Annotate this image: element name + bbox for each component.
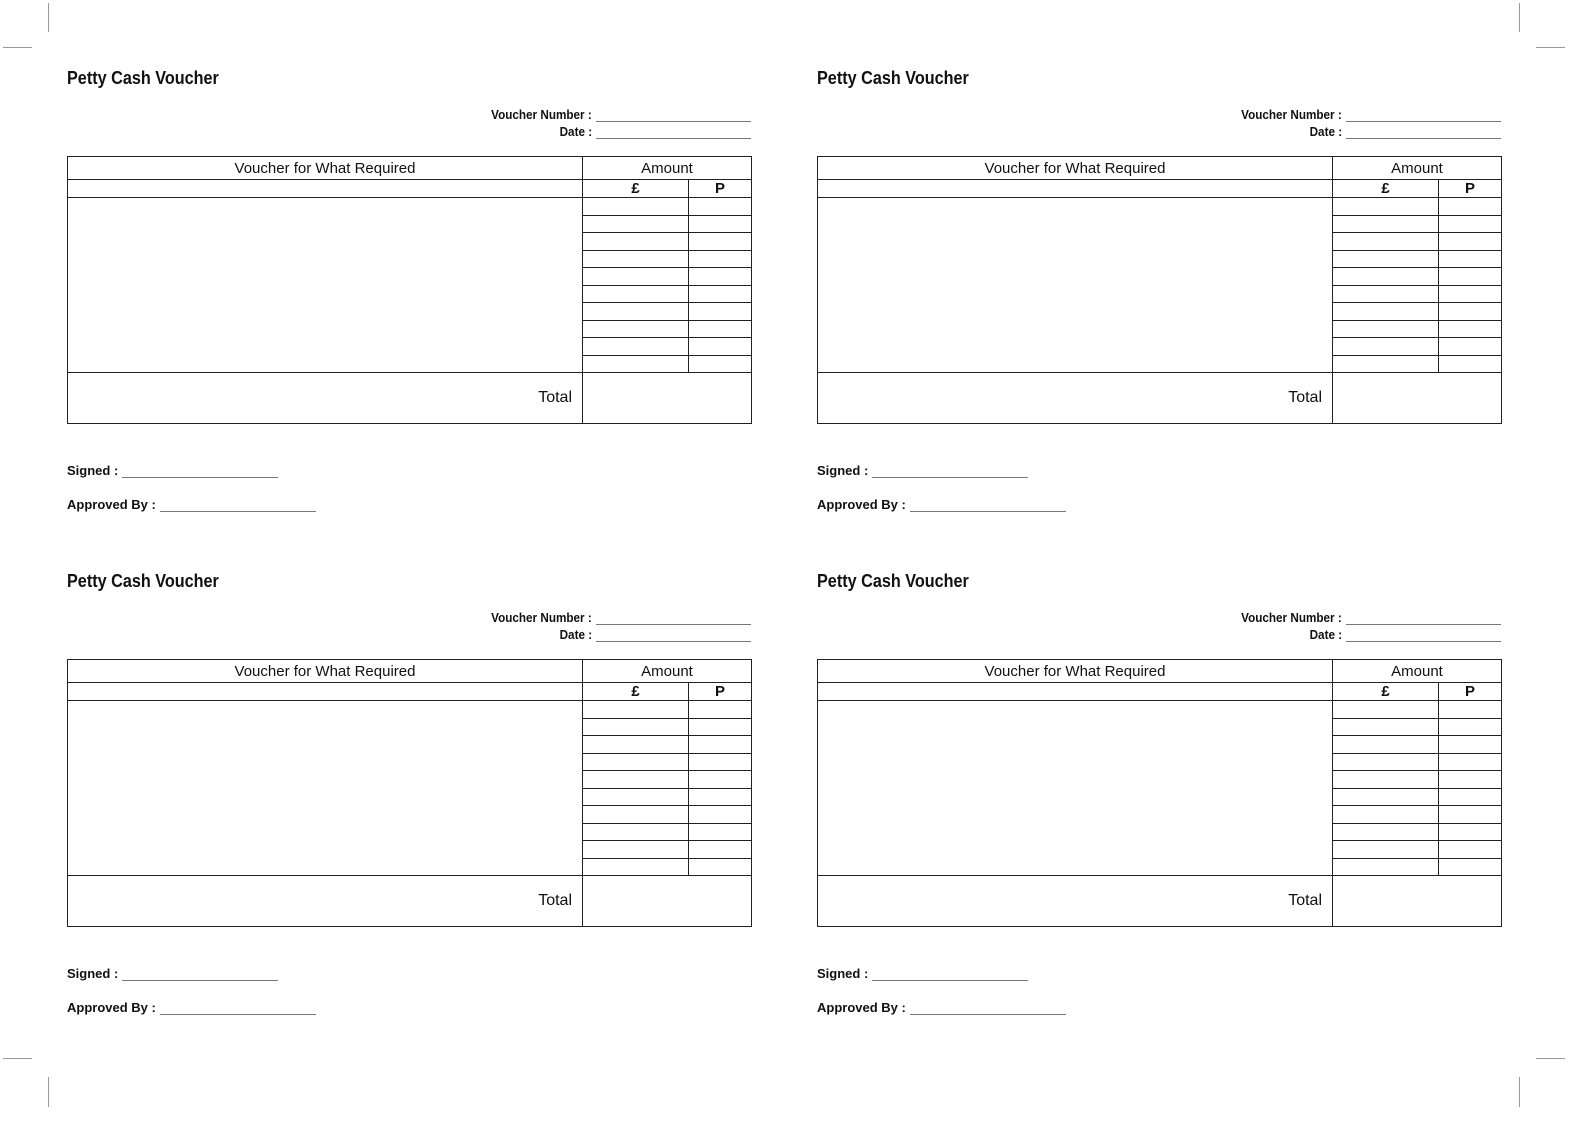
voucher-number-input[interactable]: [1346, 612, 1501, 625]
crop-mark: [3, 1058, 32, 1059]
voucher-number-field[interactable]: [1230, 610, 1501, 625]
pence-cell[interactable]: [1439, 250, 1502, 268]
date-input[interactable]: [596, 126, 751, 139]
crop-mark: [1519, 3, 1520, 32]
pence-header: P: [1439, 683, 1502, 701]
voucher-title: Petty Cash Voucher: [817, 68, 969, 88]
pence-cell[interactable]: [1439, 338, 1502, 356]
total-label: Total: [818, 876, 1333, 927]
amount-header: Amount: [1333, 157, 1502, 180]
total-cell[interactable]: [583, 373, 752, 424]
pence-cell[interactable]: [689, 736, 752, 754]
date-input[interactable]: [1346, 126, 1501, 139]
crop-mark: [48, 3, 49, 32]
signed-field[interactable]: [817, 966, 1028, 981]
blank-subheader: [68, 683, 583, 701]
pounds-cell[interactable]: [1333, 320, 1439, 338]
signed-input[interactable]: [122, 465, 278, 478]
pounds-cell[interactable]: [1333, 233, 1439, 251]
signed-input[interactable]: [872, 465, 1028, 478]
pounds-header: £: [1333, 180, 1439, 198]
description-cell[interactable]: [68, 198, 583, 373]
date-label: Date :: [1309, 627, 1342, 642]
pence-header: P: [689, 180, 752, 198]
crop-mark: [1536, 47, 1565, 48]
voucher-title: Petty Cash Voucher: [817, 571, 969, 591]
voucher-number-input[interactable]: [1346, 109, 1501, 122]
pence-cell[interactable]: [1439, 771, 1502, 789]
voucher-number-field[interactable]: [480, 107, 751, 122]
item-row[interactable]: [68, 701, 752, 719]
approved-by-field[interactable]: [817, 497, 1066, 512]
pounds-cell[interactable]: [1333, 823, 1439, 841]
pence-cell[interactable]: [1439, 303, 1502, 321]
pence-cell[interactable]: [1439, 198, 1502, 216]
pence-cell[interactable]: [689, 320, 752, 338]
description-cell[interactable]: [68, 701, 583, 876]
approved-by-label: Approved By :: [67, 1000, 156, 1015]
pounds-cell[interactable]: [583, 753, 689, 771]
total-cell[interactable]: [1333, 876, 1502, 927]
approved-by-field[interactable]: [67, 497, 316, 512]
approved-by-field[interactable]: [817, 1000, 1066, 1015]
pounds-cell[interactable]: [583, 338, 689, 356]
voucher-number-field[interactable]: [1230, 107, 1501, 122]
pence-cell[interactable]: [1439, 753, 1502, 771]
voucher-table: [67, 156, 752, 424]
signed-label: Signed :: [67, 966, 119, 981]
total-label: Total: [68, 876, 583, 927]
total-label: Total: [818, 373, 1333, 424]
pounds-cell[interactable]: [583, 303, 689, 321]
amount-header: Amount: [583, 157, 752, 180]
date-field[interactable]: [556, 124, 751, 139]
pounds-cell[interactable]: [583, 841, 689, 859]
crop-mark: [3, 47, 32, 48]
pounds-header: £: [1333, 683, 1439, 701]
pence-cell[interactable]: [1439, 701, 1502, 719]
date-field[interactable]: [1306, 627, 1501, 642]
signed-field[interactable]: [67, 463, 278, 478]
pounds-cell[interactable]: [583, 736, 689, 754]
pence-cell[interactable]: [689, 718, 752, 736]
blank-subheader: [818, 683, 1333, 701]
pence-cell[interactable]: [1439, 215, 1502, 233]
pence-cell[interactable]: [1439, 285, 1502, 303]
voucher-number-input[interactable]: [596, 109, 751, 122]
pence-cell[interactable]: [689, 233, 752, 251]
voucher-number-input[interactable]: [596, 612, 751, 625]
amount-header: Amount: [1333, 660, 1502, 683]
pounds-cell[interactable]: [583, 771, 689, 789]
pounds-cell[interactable]: [583, 355, 689, 373]
voucher-table: [817, 659, 1502, 927]
pounds-cell[interactable]: [1333, 215, 1439, 233]
petty-cash-voucher: [817, 568, 1517, 1028]
pence-cell[interactable]: [1439, 806, 1502, 824]
total-cell[interactable]: [583, 876, 752, 927]
pounds-cell[interactable]: [583, 250, 689, 268]
pence-cell[interactable]: [689, 198, 752, 216]
pounds-cell[interactable]: [583, 320, 689, 338]
date-input[interactable]: [596, 629, 751, 642]
pence-cell[interactable]: [1439, 718, 1502, 736]
signed-input[interactable]: [872, 968, 1028, 981]
pounds-cell[interactable]: [1333, 806, 1439, 824]
pence-cell[interactable]: [1439, 841, 1502, 859]
voucher-number-field[interactable]: [480, 610, 751, 625]
pounds-cell[interactable]: [1333, 338, 1439, 356]
description-header: Voucher for What Required: [68, 157, 583, 180]
amount-header: Amount: [583, 660, 752, 683]
pounds-cell[interactable]: [583, 806, 689, 824]
pence-cell[interactable]: [1439, 823, 1502, 841]
pounds-cell[interactable]: [1333, 753, 1439, 771]
pounds-cell[interactable]: [583, 285, 689, 303]
date-label: Date :: [559, 627, 592, 642]
pence-cell[interactable]: [689, 771, 752, 789]
pence-cell[interactable]: [689, 303, 752, 321]
approved-by-field[interactable]: [67, 1000, 316, 1015]
pounds-cell[interactable]: [1333, 718, 1439, 736]
pounds-cell[interactable]: [583, 215, 689, 233]
approved-by-input[interactable]: [160, 499, 316, 512]
pence-cell[interactable]: [1439, 233, 1502, 251]
pounds-cell[interactable]: [1333, 771, 1439, 789]
item-row[interactable]: [68, 198, 752, 216]
pence-cell[interactable]: [1439, 355, 1502, 373]
signed-label: Signed :: [817, 463, 869, 478]
pence-header: P: [1439, 180, 1502, 198]
pence-cell[interactable]: [689, 355, 752, 373]
pounds-cell[interactable]: [583, 701, 689, 719]
item-row[interactable]: [818, 701, 1502, 719]
date-field[interactable]: [556, 627, 751, 642]
pounds-cell[interactable]: [583, 858, 689, 876]
voucher-number-label: Voucher Number :: [491, 107, 592, 122]
pounds-header: £: [583, 683, 689, 701]
pounds-cell[interactable]: [1333, 701, 1439, 719]
approved-by-label: Approved By :: [817, 1000, 906, 1015]
voucher-title: Petty Cash Voucher: [67, 571, 219, 591]
pounds-cell[interactable]: [1333, 268, 1439, 286]
pounds-cell[interactable]: [583, 233, 689, 251]
approved-by-input[interactable]: [910, 1002, 1066, 1015]
blank-subheader: [68, 180, 583, 198]
voucher-table: [817, 156, 1502, 424]
pounds-cell[interactable]: [583, 198, 689, 216]
pence-cell[interactable]: [689, 841, 752, 859]
pounds-cell[interactable]: [1333, 736, 1439, 754]
pence-cell[interactable]: [689, 753, 752, 771]
pounds-cell[interactable]: [1333, 858, 1439, 876]
petty-cash-voucher: [817, 65, 1517, 525]
approved-by-label: Approved By :: [67, 497, 156, 512]
pence-cell[interactable]: [1439, 858, 1502, 876]
pence-cell[interactable]: [1439, 320, 1502, 338]
description-header: Voucher for What Required: [68, 660, 583, 683]
description-cell[interactable]: [818, 701, 1333, 876]
signed-input[interactable]: [122, 968, 278, 981]
pounds-cell[interactable]: [1333, 198, 1439, 216]
pence-cell[interactable]: [689, 823, 752, 841]
blank-subheader: [818, 180, 1333, 198]
description-header: Voucher for What Required: [818, 660, 1333, 683]
pence-cell[interactable]: [689, 268, 752, 286]
description-cell[interactable]: [818, 198, 1333, 373]
item-row[interactable]: [818, 198, 1502, 216]
pence-cell[interactable]: [689, 285, 752, 303]
date-input[interactable]: [1346, 629, 1501, 642]
pence-cell[interactable]: [1439, 268, 1502, 286]
pence-cell[interactable]: [689, 806, 752, 824]
pounds-cell[interactable]: [1333, 355, 1439, 373]
pounds-cell[interactable]: [1333, 788, 1439, 806]
pence-cell[interactable]: [689, 858, 752, 876]
crop-mark: [1536, 1058, 1565, 1059]
voucher-number-label: Voucher Number :: [491, 610, 592, 625]
pounds-header: £: [583, 180, 689, 198]
pounds-cell[interactable]: [583, 268, 689, 286]
pounds-cell[interactable]: [583, 788, 689, 806]
pounds-cell[interactable]: [1333, 250, 1439, 268]
signed-label: Signed :: [67, 463, 119, 478]
voucher-number-label: Voucher Number :: [1241, 610, 1342, 625]
crop-mark: [1519, 1077, 1520, 1107]
pence-cell[interactable]: [1439, 736, 1502, 754]
pounds-cell[interactable]: [1333, 285, 1439, 303]
description-header: Voucher for What Required: [818, 157, 1333, 180]
petty-cash-voucher: [67, 65, 767, 525]
approved-by-input[interactable]: [160, 1002, 316, 1015]
total-cell[interactable]: [1333, 373, 1502, 424]
pence-header: P: [689, 683, 752, 701]
pounds-cell[interactable]: [1333, 303, 1439, 321]
signed-field[interactable]: [67, 966, 278, 981]
total-label: Total: [68, 373, 583, 424]
pence-cell[interactable]: [689, 215, 752, 233]
pence-cell[interactable]: [689, 701, 752, 719]
date-label: Date :: [1309, 124, 1342, 139]
date-field[interactable]: [1306, 124, 1501, 139]
voucher-title: Petty Cash Voucher: [67, 68, 219, 88]
crop-mark: [48, 1077, 49, 1107]
petty-cash-voucher: [67, 568, 767, 1028]
pence-cell[interactable]: [689, 338, 752, 356]
voucher-number-label: Voucher Number :: [1241, 107, 1342, 122]
signed-label: Signed :: [817, 966, 869, 981]
voucher-table: [67, 659, 752, 927]
pence-cell[interactable]: [689, 788, 752, 806]
approved-by-label: Approved By :: [817, 497, 906, 512]
date-label: Date :: [559, 124, 592, 139]
signed-field[interactable]: [817, 463, 1028, 478]
pence-cell[interactable]: [689, 250, 752, 268]
pence-cell[interactable]: [1439, 788, 1502, 806]
pounds-cell[interactable]: [583, 823, 689, 841]
pounds-cell[interactable]: [583, 718, 689, 736]
pounds-cell[interactable]: [1333, 841, 1439, 859]
approved-by-input[interactable]: [910, 499, 1066, 512]
